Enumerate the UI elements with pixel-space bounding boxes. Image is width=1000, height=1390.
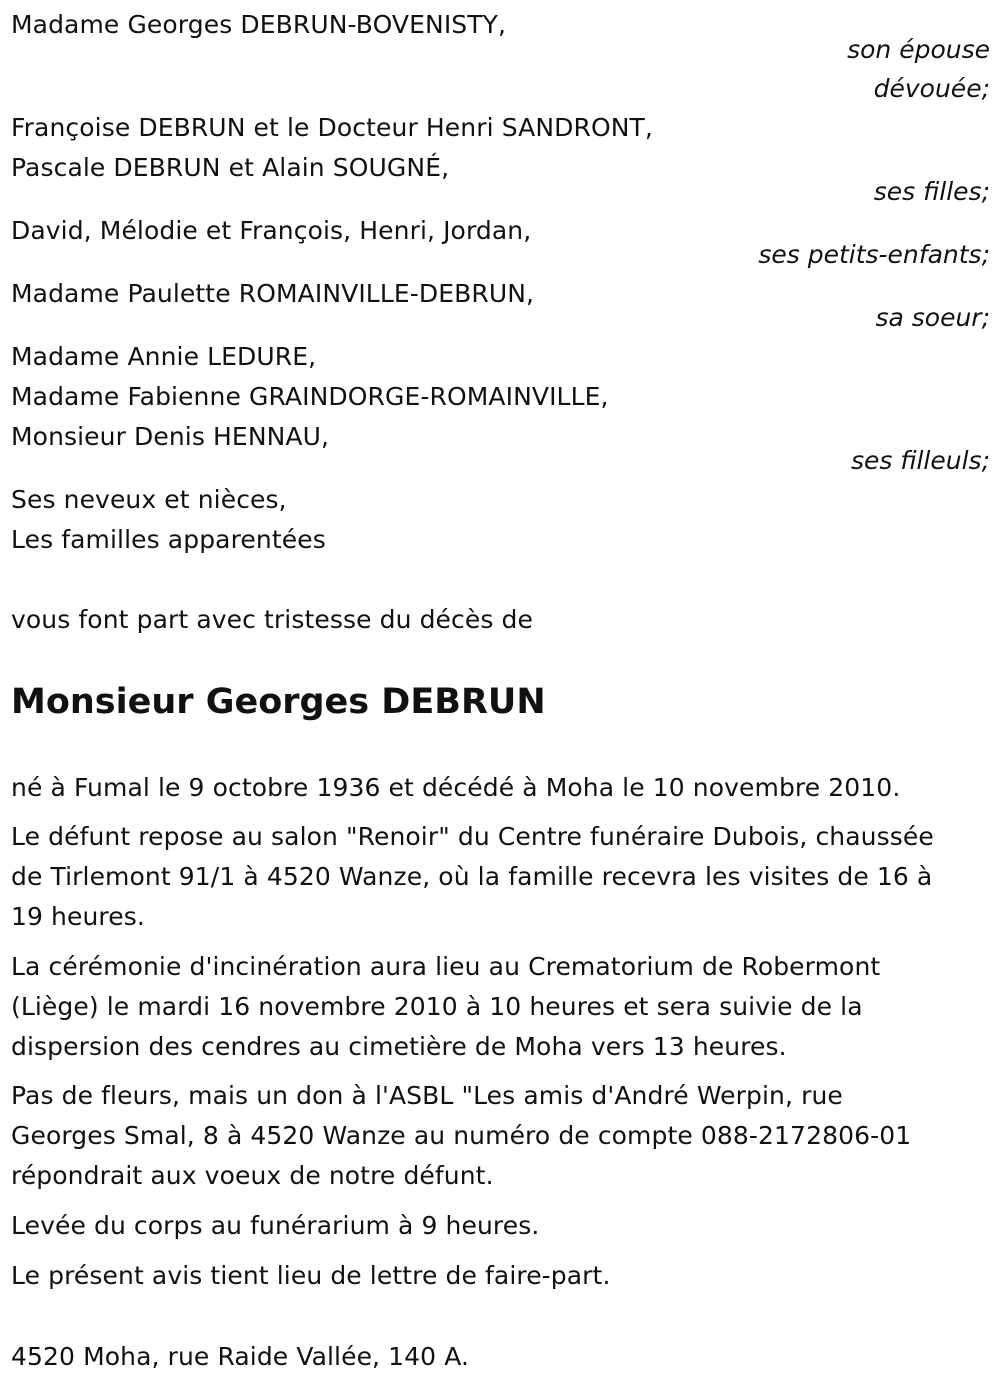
repose-line-2: de Tirlemont 91/1 à 4520 Wanze, où la famille recevra les visites de 16 à — [11, 862, 933, 891]
repose-line-3: 19 heures. — [11, 902, 145, 931]
sister-role: sa soeur; — [875, 303, 990, 332]
daughters-role: ses filles; — [873, 177, 990, 206]
godchild-line-3: Monsieur Denis HENNAU, — [11, 422, 330, 451]
birth-death-text: né à Fumal le 9 octobre 1936 et décédé à Moha le 10 novembre 2010. — [11, 773, 901, 802]
spouse-name: Madame Georges DEBRUN-BOVENISTY, — [11, 10, 507, 39]
notice-text: Le présent avis tient lieu de lettre de faire-part. — [11, 1261, 611, 1290]
deceased-name: Monsieur Georges DEBRUN — [11, 682, 546, 722]
flowers-line-2: Georges Smal, 8 à 4520 Wanze au numéro de compte 088-2172806-01 — [11, 1121, 912, 1150]
address-text: 4520 Moha, rue Raide Vallée, 140 A. — [11, 1342, 470, 1371]
ceremony-line-1: La cérémonie d'incinération aura lieu au Crematorium de Robermont — [11, 952, 881, 981]
grandchildren-names: David, Mélodie et François, Henri, Jordan, — [11, 216, 532, 245]
body-lift-text: Levée du corps au funérarium à 9 heures. — [11, 1211, 540, 1240]
repose-line-1: Le défunt repose au salon "Renoir" du Centre funéraire Dubois, chaussée — [11, 822, 934, 851]
sister-name: Madame Paulette ROMAINVILLE-DEBRUN, — [11, 279, 535, 308]
flowers-line-1: Pas de fleurs, mais un don à l'ASBL "Les amis d'André Werpin, rue — [11, 1081, 843, 1110]
godchild-line-2: Madame Fabienne GRAINDORGE-ROMAINVILLE, — [11, 382, 609, 411]
godchildren-role: ses filleuls; — [850, 446, 990, 475]
spouse-role-line2: dévouée; — [873, 74, 990, 103]
flowers-line-3: répondrait aux voeux de notre défunt. — [11, 1161, 494, 1190]
ceremony-line-2: (Liège) le mardi 16 novembre 2010 à 10 heures et sera suivie de la — [11, 992, 863, 1021]
announcement-text: vous font part avec tristesse du décès de — [11, 605, 533, 634]
daughter-line-1: Françoise DEBRUN et le Docteur Henri SANDRONT, — [11, 113, 653, 142]
spouse-role-line1: son épouse — [847, 35, 990, 64]
relatives-line-1: Ses neveux et nièces, — [11, 485, 287, 514]
ceremony-line-3: dispersion des cendres au cimetière de Moha vers 13 heures. — [11, 1032, 787, 1061]
grandchildren-role: ses petits-enfants; — [758, 240, 990, 269]
relatives-line-2: Les familles apparentées — [11, 525, 326, 554]
daughter-line-2: Pascale DEBRUN et Alain SOUGNÉ, — [11, 153, 450, 182]
godchild-line-1: Madame Annie LEDURE, — [11, 342, 317, 371]
